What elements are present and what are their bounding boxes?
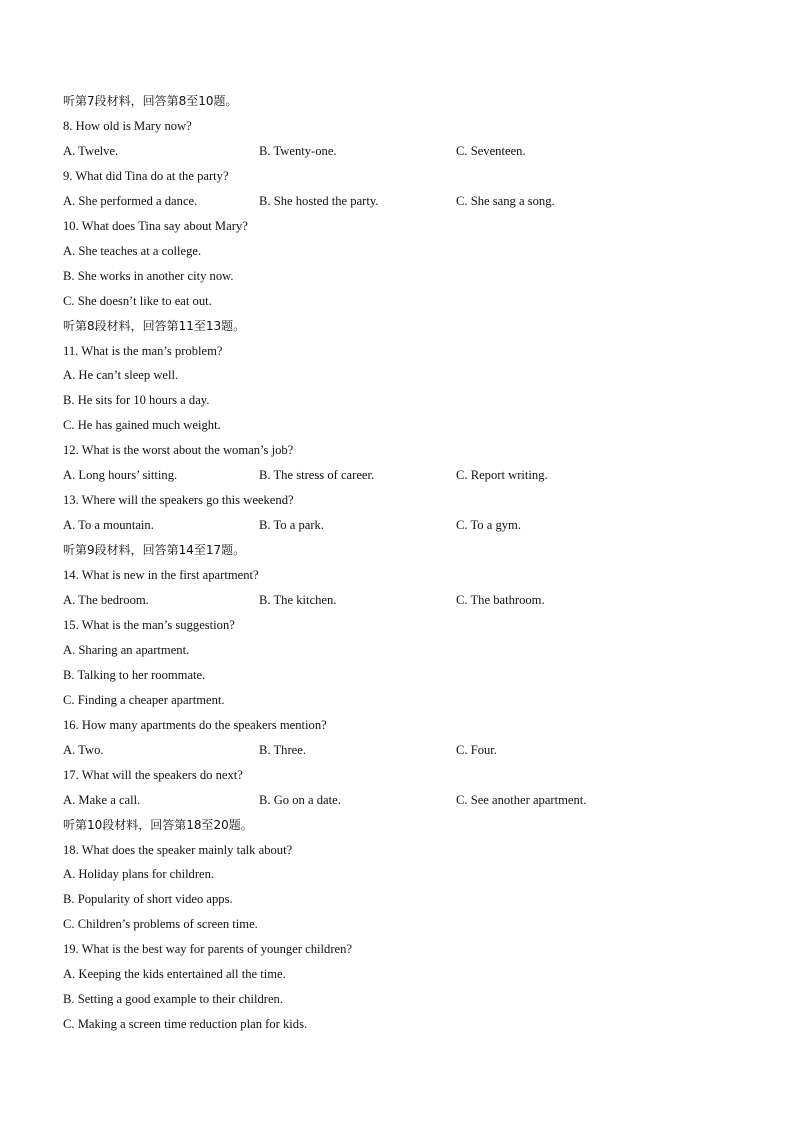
question-stem: 16. How many apartments do the speakers mention?: [63, 717, 327, 732]
option-c: C. Finding a cheaper apartment.: [63, 692, 225, 707]
option-a: A. Twelve.: [63, 143, 119, 158]
option-a: A. Make a call.: [63, 792, 141, 807]
option-c: C. Seventeen.: [456, 143, 526, 158]
question-stem: 12. What is the worst about the woman’s job?: [63, 443, 294, 458]
option-b: B. Twenty-one.: [259, 143, 337, 158]
option-b: B. She works in another city now.: [63, 268, 234, 283]
question-stem: 15. What is the man’s suggestion?: [63, 617, 235, 632]
option-a: A. Long hours’ sitting.: [63, 468, 178, 483]
option-b: B. She hosted the party.: [259, 193, 379, 208]
option-b: B. Setting a good example to their children.: [63, 992, 283, 1007]
question-stem: 17. What will the speakers do next?: [63, 767, 243, 782]
option-c: C. Four.: [456, 742, 497, 757]
option-b: B. Popularity of short video apps.: [63, 892, 233, 907]
question-stem: 10. What does Tina say about Mary?: [63, 218, 248, 233]
section-heading: 听第8段材料，回答第11至13题。: [63, 318, 246, 333]
option-a: A. She performed a dance.: [63, 193, 198, 208]
option-b: B. Talking to her roommate.: [63, 667, 206, 682]
question-stem: 18. What does the speaker mainly talk about?: [63, 842, 293, 857]
option-c: C. See another apartment.: [456, 792, 587, 807]
option-c: C. He has gained much weight.: [63, 418, 221, 433]
option-a: A. The bedroom.: [63, 593, 149, 607]
question-stem: 11. What is the man’s problem?: [63, 343, 223, 358]
question-stem: 13. Where will the speakers go this weekend?: [63, 493, 294, 508]
section-heading: 听第7段材料，回答第8至10题。: [63, 94, 238, 108]
option-c: C. Making a screen time reduction plan for kids.: [63, 1017, 308, 1032]
question-stem: 19. What is the best way for parents of younger children?: [63, 942, 352, 957]
question-stem: 9. What did Tina do at the party?: [63, 168, 229, 183]
option-b: B. To a park.: [259, 518, 324, 533]
option-c: C. The bathroom.: [456, 593, 545, 607]
option-c: C. To a gym.: [456, 518, 522, 533]
option-b: B. The kitchen.: [259, 593, 337, 607]
option-a: A. Keeping the kids entertained all the time.: [63, 967, 286, 982]
option-c: C. She sang a song.: [456, 193, 555, 208]
option-c: C. She doesn’t like to eat out.: [63, 293, 212, 308]
option-b: B. The stress of career.: [259, 468, 375, 483]
option-a: A. She teaches at a college.: [63, 243, 202, 258]
section-heading: 听第9段材料，回答第14至17题。: [63, 543, 246, 558]
option-a: A. He can’t sleep well.: [63, 368, 179, 383]
option-a: A. To a mountain.: [63, 518, 154, 533]
section-heading: 听第10段材料，回答第18至20题。: [63, 817, 253, 832]
question-stem: 8. How old is Mary now?: [63, 118, 192, 133]
option-a: A. Two.: [63, 742, 104, 757]
option-b: B. Go on a date.: [259, 792, 341, 807]
question-stem: 14. What is new in the first apartment?: [63, 568, 259, 583]
option-c: C. Children’s problems of screen time.: [63, 917, 258, 932]
option-a: A. Sharing an apartment.: [63, 642, 190, 657]
option-b: B. He sits for 10 hours a day.: [63, 393, 210, 408]
option-b: B. Three.: [259, 742, 306, 757]
option-a: A. Holiday plans for children.: [63, 867, 215, 882]
option-c: C. Report writing.: [456, 468, 548, 483]
